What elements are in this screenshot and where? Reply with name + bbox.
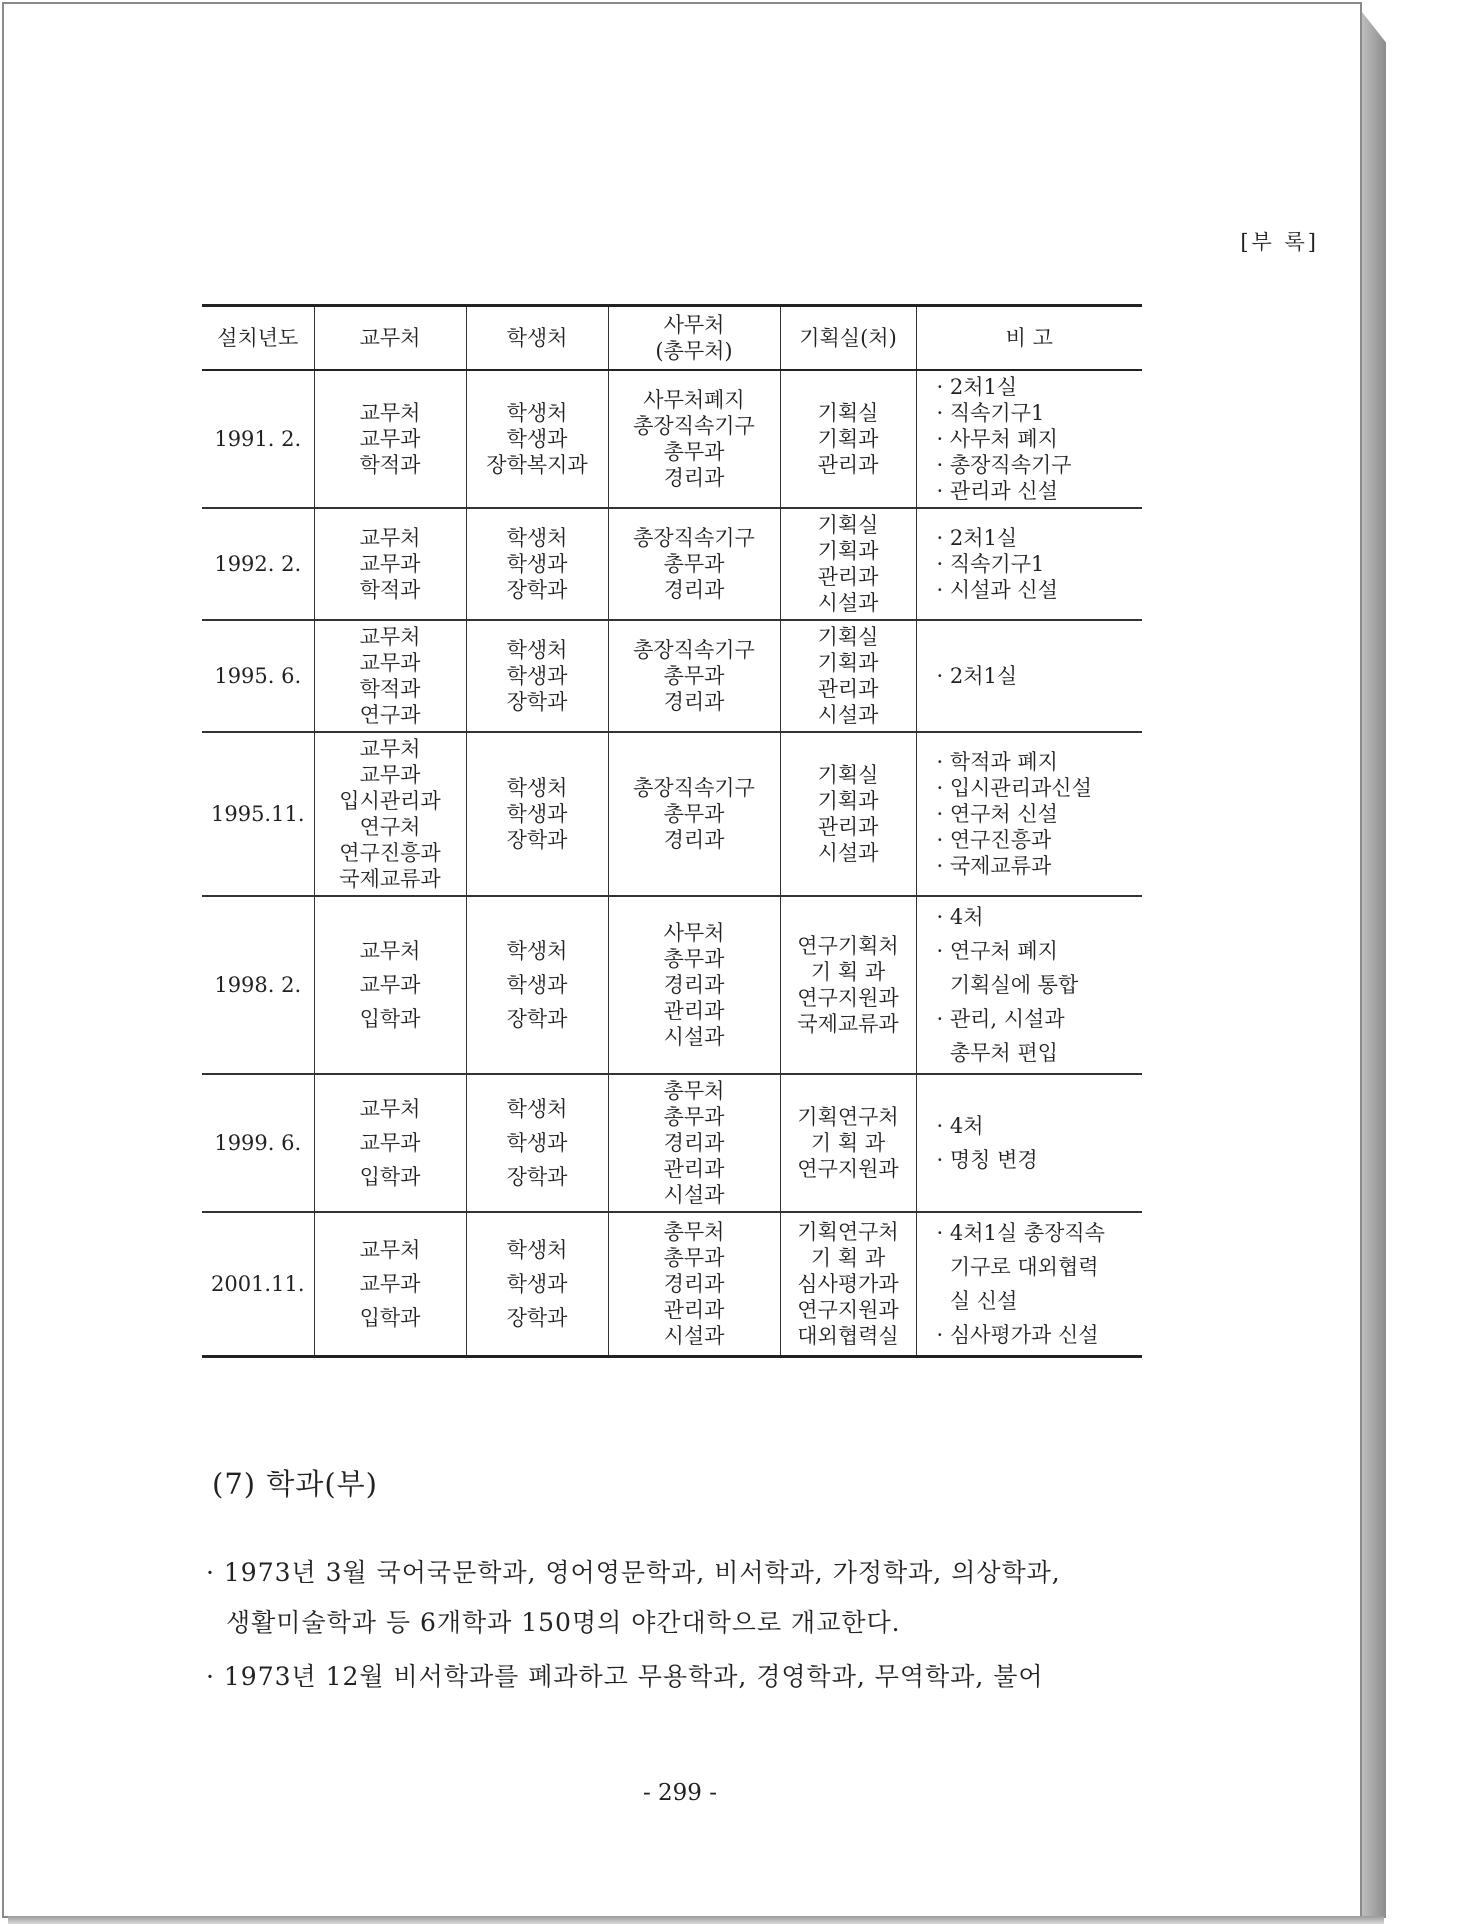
column-header-text: 설치년도 bbox=[217, 325, 299, 350]
office-name: 입학과 bbox=[359, 1164, 421, 1189]
office-name: 학생처 bbox=[506, 400, 568, 425]
column-header-text: 교무처 bbox=[359, 325, 421, 350]
office-name: 기획실 bbox=[817, 512, 879, 537]
office-name: 교무과 bbox=[359, 426, 421, 451]
office-name: 교무과 bbox=[359, 551, 421, 576]
office-name: 총무처 bbox=[663, 1078, 725, 1103]
appendix-header: [부 록] bbox=[1240, 230, 1319, 254]
office-cell bbox=[780, 896, 916, 1074]
remark-line: · 심사평가과 신설 bbox=[936, 1322, 1099, 1347]
paragraph-line: · 1973년 3월 국어국문학과, 영어영문학과, 비서학과, 가정학과, 의상학과, bbox=[206, 1558, 1061, 1587]
office-name: 입학과 bbox=[359, 1305, 421, 1330]
column-header-text: 기획실(처) bbox=[799, 325, 897, 350]
office-name: 학생과 bbox=[506, 1130, 568, 1155]
office-name: 심사평가과 bbox=[797, 1271, 899, 1296]
remark-line: · 관리과 신설 bbox=[936, 478, 1058, 503]
office-name: 경리과 bbox=[663, 689, 725, 714]
office-name: 학생과 bbox=[506, 663, 568, 688]
office-name: 관리과 bbox=[663, 1156, 725, 1181]
remark-line: · 시설과 신설 bbox=[936, 577, 1058, 602]
year-cell: 1998. 2. bbox=[202, 896, 314, 1074]
office-cell bbox=[780, 1212, 916, 1357]
office-name: 관리과 bbox=[817, 452, 879, 477]
remark-cell bbox=[916, 732, 1142, 896]
remark-line: 실 신설 bbox=[936, 1288, 1018, 1313]
remark-line: · 직속기구1 bbox=[936, 551, 1045, 576]
remark-line: 총무처 편입 bbox=[936, 1040, 1058, 1065]
office-name: 장학과 bbox=[506, 1006, 568, 1031]
section-title: (7) 학과(부) bbox=[212, 1467, 378, 1501]
remark-cell bbox=[916, 370, 1142, 508]
remark-line: · 사무처 폐지 bbox=[936, 426, 1058, 451]
office-name: 총장직속기구 bbox=[633, 775, 755, 800]
remark-line: · 총장직속기구 bbox=[936, 452, 1072, 477]
office-name: 학생처 bbox=[506, 775, 568, 800]
office-name: 기획실 bbox=[817, 624, 879, 649]
office-name: 관리과 bbox=[817, 814, 879, 839]
year-cell: 1995.11. bbox=[202, 732, 314, 896]
remark-line: · 직속기구1 bbox=[936, 400, 1045, 425]
table-row bbox=[202, 508, 1142, 620]
office-name: 교무처 bbox=[359, 624, 421, 649]
office-cell bbox=[780, 1074, 916, 1212]
table-row bbox=[202, 620, 1142, 732]
table-row bbox=[202, 1074, 1142, 1212]
office-name: 교무처 bbox=[359, 938, 421, 963]
year-cell: 1991. 2. bbox=[202, 370, 314, 508]
office-name: 학생과 bbox=[506, 426, 568, 451]
office-name: 교무과 bbox=[359, 972, 421, 997]
office-cell bbox=[314, 370, 466, 508]
paragraph-1973-december bbox=[206, 1652, 1156, 1702]
office-name: 교무처 bbox=[359, 736, 421, 761]
office-name: 학생과 bbox=[506, 801, 568, 826]
office-name: 시설과 bbox=[663, 1323, 725, 1348]
office-cell bbox=[608, 1074, 780, 1212]
table-header-row bbox=[202, 306, 1142, 370]
office-cell bbox=[466, 732, 608, 896]
office-cell bbox=[466, 508, 608, 620]
table-row bbox=[202, 896, 1142, 1074]
office-cell bbox=[780, 620, 916, 732]
office-cell bbox=[466, 1074, 608, 1212]
table-body bbox=[202, 370, 1142, 1357]
column-header bbox=[466, 306, 608, 370]
remark-cell bbox=[916, 620, 1142, 732]
office-cell bbox=[608, 896, 780, 1074]
office-cell bbox=[608, 370, 780, 508]
office-name: 기획과 bbox=[817, 426, 879, 451]
page-number: - 299 - bbox=[642, 1780, 718, 1806]
office-name: 기획실 bbox=[817, 400, 879, 425]
office-name: 교무처 bbox=[359, 400, 421, 425]
remark-line: 기획실에 통합 bbox=[936, 972, 1079, 997]
office-name: 사무처 bbox=[663, 920, 725, 945]
remark-line: · 4처 bbox=[936, 1113, 984, 1138]
office-name: 기획연구처 bbox=[797, 1219, 899, 1244]
office-name: 장학과 bbox=[506, 577, 568, 602]
office-name: 총무과 bbox=[663, 1104, 725, 1129]
column-header bbox=[780, 306, 916, 370]
office-name: 장학과 bbox=[506, 1164, 568, 1189]
column-header bbox=[202, 306, 314, 370]
column-header bbox=[608, 306, 780, 370]
office-cell bbox=[314, 896, 466, 1074]
office-name: 장학복지과 bbox=[486, 452, 588, 477]
year-cell: 2001.11. bbox=[202, 1212, 314, 1357]
office-name: 경리과 bbox=[663, 1130, 725, 1155]
office-name: 장학과 bbox=[506, 827, 568, 852]
remark-line: · 명칭 변경 bbox=[936, 1147, 1038, 1172]
office-name: 총무과 bbox=[663, 1245, 725, 1270]
office-name: 학생과 bbox=[506, 1271, 568, 1296]
remark-line: · 학적과 폐지 bbox=[936, 749, 1058, 774]
office-name: 관리과 bbox=[817, 564, 879, 589]
office-cell bbox=[314, 732, 466, 896]
office-name: 총무과 bbox=[663, 439, 725, 464]
office-cell bbox=[314, 1074, 466, 1212]
office-name: 학적과 bbox=[359, 452, 421, 477]
office-name: 총장직속기구 bbox=[633, 637, 755, 662]
remark-cell bbox=[916, 896, 1142, 1074]
office-name: 총무과 bbox=[663, 946, 725, 971]
office-name: 교무처 bbox=[359, 525, 421, 550]
office-name: 대외협력실 bbox=[797, 1323, 899, 1348]
paragraph-1973-march bbox=[206, 1548, 1156, 1648]
office-name: 경리과 bbox=[663, 1271, 725, 1296]
office-name: 시설과 bbox=[817, 840, 879, 865]
office-cell bbox=[780, 370, 916, 508]
office-name: 교무처 bbox=[359, 1096, 421, 1121]
page-edge-shadow bbox=[1362, 12, 1386, 1918]
column-header-text: 학생처 bbox=[506, 325, 568, 350]
remark-line: · 국제교류과 bbox=[936, 853, 1052, 878]
office-name: 입학과 bbox=[359, 1006, 421, 1031]
office-name: 연구기획처 bbox=[797, 933, 899, 958]
office-name: 연구지원과 bbox=[797, 1297, 899, 1322]
office-name: 총무과 bbox=[663, 801, 725, 826]
office-name: 교무과 bbox=[359, 762, 421, 787]
office-name: 학생과 bbox=[506, 972, 568, 997]
office-cell bbox=[608, 620, 780, 732]
remark-line: · 4처 bbox=[936, 904, 984, 929]
column-header bbox=[916, 306, 1142, 370]
office-name: 총장직속기구 bbox=[633, 413, 755, 438]
office-cell bbox=[466, 1212, 608, 1357]
office-cell bbox=[314, 508, 466, 620]
column-header-text: 비 고 bbox=[1005, 325, 1053, 350]
table-row bbox=[202, 732, 1142, 896]
office-cell bbox=[466, 620, 608, 732]
office-name: 기획실 bbox=[817, 762, 879, 787]
office-name: 사무처폐지 bbox=[643, 387, 745, 412]
office-name: 총장직속기구 bbox=[633, 525, 755, 550]
office-name: 기 획 과 bbox=[810, 1130, 886, 1155]
office-name: 국제교류과 bbox=[339, 866, 441, 891]
office-name: 기획과 bbox=[817, 650, 879, 675]
office-name: 학적과 bbox=[359, 577, 421, 602]
office-name: 교무과 bbox=[359, 1271, 421, 1296]
office-name: 연구과 bbox=[359, 702, 421, 727]
office-name: 시설과 bbox=[663, 1182, 725, 1207]
office-name: 경리과 bbox=[663, 827, 725, 852]
office-name: 교무과 bbox=[359, 1130, 421, 1155]
office-name: 관리과 bbox=[663, 1297, 725, 1322]
office-cell bbox=[466, 896, 608, 1074]
office-cell bbox=[608, 1212, 780, 1357]
year-cell: 1992. 2. bbox=[202, 508, 314, 620]
office-name: 시설과 bbox=[663, 1024, 725, 1049]
office-name: 교무처 bbox=[359, 1237, 421, 1262]
office-name: 시설과 bbox=[817, 590, 879, 615]
remark-cell bbox=[916, 1074, 1142, 1212]
remark-line: · 4처1실 총장직속 bbox=[936, 1220, 1105, 1245]
paragraph-continuation: 생활미술학과 등 6개학과 150명의 야간대학으로 개교한다. bbox=[226, 1608, 901, 1637]
remark-line: · 연구진흥과 bbox=[936, 827, 1052, 852]
office-name: 학생과 bbox=[506, 551, 568, 576]
office-name: 학생처 bbox=[506, 637, 568, 662]
office-cell bbox=[314, 620, 466, 732]
office-name: 입시관리과 bbox=[339, 788, 441, 813]
office-name: 총무과 bbox=[663, 551, 725, 576]
office-name: 연구처 bbox=[359, 814, 421, 839]
office-name: 기획과 bbox=[817, 538, 879, 563]
office-name: 학생처 bbox=[506, 1237, 568, 1262]
office-name: 연구지원과 bbox=[797, 1156, 899, 1181]
remark-line: · 2처1실 bbox=[936, 374, 1018, 399]
office-cell bbox=[780, 508, 916, 620]
office-name: 기 획 과 bbox=[810, 1245, 886, 1270]
office-name: 총무처 bbox=[663, 1219, 725, 1244]
remark-line: · 연구처 폐지 bbox=[936, 938, 1058, 963]
office-name: 관리과 bbox=[817, 676, 879, 701]
remark-line: · 연구처 신설 bbox=[936, 801, 1058, 826]
organization-history-table bbox=[202, 304, 1142, 1358]
remark-line: · 입시관리과신설 bbox=[936, 775, 1092, 800]
office-name: 교무과 bbox=[359, 650, 421, 675]
office-name: 학생처 bbox=[506, 525, 568, 550]
office-cell bbox=[608, 732, 780, 896]
office-name: 관리과 bbox=[663, 998, 725, 1023]
column-header-text: (총무처) bbox=[655, 338, 733, 363]
office-name: 장학과 bbox=[506, 1305, 568, 1330]
office-cell bbox=[314, 1212, 466, 1357]
office-cell bbox=[780, 732, 916, 896]
office-name: 기획연구처 bbox=[797, 1104, 899, 1129]
office-name: 학생처 bbox=[506, 938, 568, 963]
office-name: 기획과 bbox=[817, 788, 879, 813]
office-name: 경리과 bbox=[663, 465, 725, 490]
office-name: 학적과 bbox=[359, 676, 421, 701]
office-name: 기 획 과 bbox=[810, 959, 886, 984]
paragraph-line: · 1973년 12월 비서학과를 폐과하고 무용학과, 경영학과, 무역학과, 불어 bbox=[206, 1662, 1044, 1691]
office-cell bbox=[466, 370, 608, 508]
office-name: 경리과 bbox=[663, 577, 725, 602]
office-name: 국제교류과 bbox=[797, 1011, 899, 1036]
column-header-text: 사무처 bbox=[663, 312, 725, 337]
table-row bbox=[202, 370, 1142, 508]
office-cell bbox=[608, 508, 780, 620]
remark-line: 기구로 대외협력 bbox=[936, 1254, 1099, 1279]
table-row bbox=[202, 1212, 1142, 1357]
remark-line: · 2처1실 bbox=[936, 663, 1018, 688]
office-name: 총무과 bbox=[663, 663, 725, 688]
office-name: 경리과 bbox=[663, 972, 725, 997]
year-cell: 1999. 6. bbox=[202, 1074, 314, 1212]
office-name: 시설과 bbox=[817, 702, 879, 727]
remark-cell bbox=[916, 1212, 1142, 1357]
page-bottom-shadow bbox=[8, 1916, 1384, 1924]
office-name: 연구지원과 bbox=[797, 985, 899, 1010]
office-name: 장학과 bbox=[506, 689, 568, 714]
remark-line: · 2처1실 bbox=[936, 525, 1018, 550]
office-name: 학생처 bbox=[506, 1096, 568, 1121]
office-name: 연구진흥과 bbox=[339, 840, 441, 865]
year-cell: 1995. 6. bbox=[202, 620, 314, 732]
remark-line: · 관리, 시설과 bbox=[936, 1006, 1065, 1031]
remark-cell bbox=[916, 508, 1142, 620]
column-header bbox=[314, 306, 466, 370]
